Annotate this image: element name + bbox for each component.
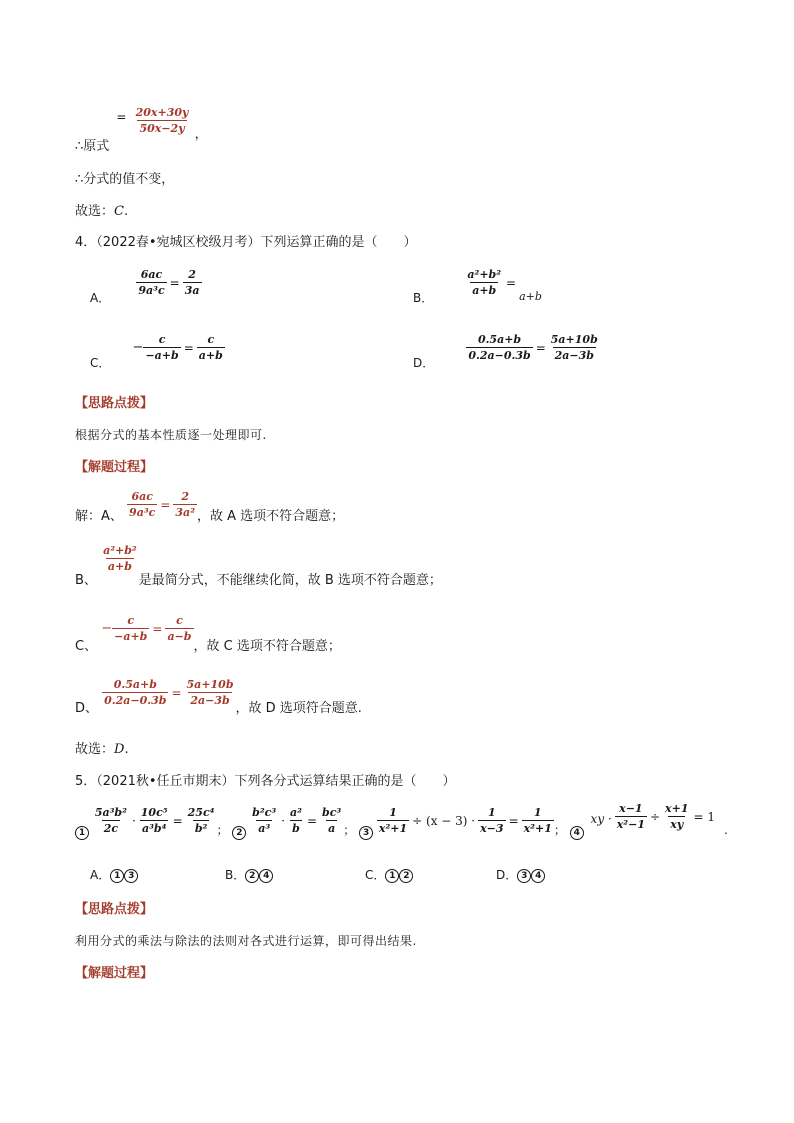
q5-e2-rn: bc³ bbox=[322, 806, 342, 819]
q4-sol-d-rhs bbox=[185, 678, 236, 707]
q4-c-lhs-num: c bbox=[158, 333, 166, 346]
q4-opt-c-label: C． bbox=[90, 356, 111, 370]
q4-sol-d-eq: = bbox=[171, 685, 182, 700]
q5-e3-rn: 1 bbox=[533, 806, 542, 819]
q4-c-rhs-den: a+b bbox=[198, 349, 223, 362]
q5-opt-a-c3: 3 bbox=[124, 869, 138, 883]
q5-e4-div: ÷ bbox=[649, 809, 661, 824]
q4-a-lhs bbox=[136, 268, 166, 297]
q4-option-a bbox=[90, 268, 202, 305]
q4-option-c bbox=[90, 333, 225, 370]
q4-sol-c-text: ，故 C 选项不符合题意； bbox=[193, 639, 341, 654]
q4-sol-d bbox=[75, 678, 362, 716]
q4-sol-b bbox=[75, 544, 442, 588]
q4-sol-c-lhs bbox=[112, 614, 149, 643]
q5-e4-f2n: x+1 bbox=[665, 802, 689, 815]
q5-opt-c-c2: 2 bbox=[399, 869, 413, 883]
q4-sol-c-prefix: C、 bbox=[75, 639, 98, 654]
q5-e3-f1n: 1 bbox=[389, 806, 397, 819]
q5-e3-f1 bbox=[377, 806, 409, 835]
q5-opt-d-c4: 4 bbox=[531, 869, 545, 883]
q4-hint-text: 根据分式的基本性质逐一处理即可. bbox=[75, 428, 267, 442]
q4-sol-d-rnum: 5a+10b bbox=[186, 678, 234, 691]
prev-fraction bbox=[134, 106, 191, 135]
q4-b-eq: = bbox=[506, 275, 517, 290]
q4-sol-d-text: ，故 D 选项符合题意. bbox=[235, 701, 362, 716]
q4-opt-a-label: A． bbox=[90, 291, 111, 305]
q5-e1-eq: = bbox=[172, 813, 183, 828]
q4-sol-a-den: 9a³c bbox=[129, 506, 156, 519]
q4-d-rhs bbox=[549, 333, 600, 362]
q5-circle-4: 4 bbox=[570, 826, 584, 840]
q5-e2-rd: a bbox=[328, 822, 336, 835]
q5-e4-f1 bbox=[615, 802, 647, 831]
q5-e4-xy: xy · bbox=[590, 811, 612, 826]
q5-e2-dot: · bbox=[281, 813, 286, 828]
q4-answer bbox=[75, 738, 129, 757]
q5-circle-3: 3 bbox=[359, 826, 373, 840]
q5-e3-eq: = bbox=[508, 813, 519, 828]
q5-e3-f2d: x−3 bbox=[480, 822, 504, 835]
q5-e1-f2 bbox=[139, 806, 170, 835]
q5-e3-r bbox=[522, 806, 554, 835]
q4-b-rhs: a+b bbox=[519, 290, 542, 303]
q5-circle-2: 2 bbox=[232, 826, 246, 840]
q5-semi-1: ； bbox=[216, 823, 229, 837]
q4-option-b bbox=[413, 268, 542, 305]
prev-frac-den: 50x−2y bbox=[139, 122, 185, 135]
prev-eq: = bbox=[116, 109, 127, 124]
q5-e1-f1d: 2c bbox=[103, 822, 119, 835]
q4-hint-header: 【思路点拨】 bbox=[75, 396, 154, 411]
q4-sol-a-rhs bbox=[173, 490, 197, 519]
q4-d-rhs-num: 5a+10b bbox=[550, 333, 598, 346]
q4-title: 4．（2022春•宛城区校级月考）下列运算正确的是（ ） bbox=[75, 235, 417, 250]
q5-circle-1: 1 bbox=[75, 826, 89, 840]
q5-e2-f1n: b²c³ bbox=[252, 806, 277, 819]
q5-expressions bbox=[75, 802, 728, 838]
q5-e2-f2 bbox=[288, 806, 304, 835]
q5-option-b bbox=[225, 866, 273, 883]
q4-sol-d-rden: 2a−3b bbox=[190, 694, 230, 707]
q5-e3-rd: x²+1 bbox=[523, 822, 552, 835]
q5-e1-f1n: 5a³b² bbox=[94, 806, 127, 819]
q4-sol-a-rnum: 2 bbox=[181, 490, 190, 503]
q4-sol-c bbox=[75, 614, 341, 654]
q5-opt-b-label: B． bbox=[225, 868, 246, 882]
q4-sol-c-rhs bbox=[165, 614, 193, 643]
prev-answer-prefix: 故选： bbox=[75, 204, 115, 219]
q5-e3-f2n: 1 bbox=[488, 806, 496, 819]
q4-option-d bbox=[413, 333, 600, 370]
q5-e1-rn: 25c⁴ bbox=[187, 806, 215, 819]
q5-opt-c-label: C． bbox=[365, 868, 386, 882]
q4-c-minus: − bbox=[132, 340, 144, 355]
q5-e3-f2 bbox=[478, 806, 505, 835]
q5-e3-mid: ÷ (x − 3) · bbox=[412, 813, 476, 828]
q4-answer-letter: D bbox=[114, 742, 125, 757]
q5-e1-f1 bbox=[93, 806, 129, 835]
q4-opt-b-label: B． bbox=[413, 291, 434, 305]
q5-opt-c-c1: 1 bbox=[385, 869, 399, 883]
q5-option-a bbox=[90, 866, 138, 883]
q4-sol-d-num: 0.5a+b bbox=[113, 678, 157, 691]
q5-solution-header: 【解题过程】 bbox=[75, 966, 154, 981]
q4-b-lhs-den: a+b bbox=[472, 284, 497, 297]
q4-b-lhs-num: a²+b² bbox=[467, 268, 502, 281]
q5-title: 5．（2021秋•任丘市期末）下列各分式运算结果正确的是（ ） bbox=[75, 774, 456, 789]
q4-c-lhs bbox=[143, 333, 180, 362]
q5-period: . bbox=[724, 823, 728, 837]
q4-c-rhs-num: c bbox=[207, 333, 215, 346]
q5-e4-f1d: x²−1 bbox=[616, 818, 645, 831]
q4-sol-b-text: 是最简分式，不能继续化简，故 B 选项不符合题意； bbox=[138, 573, 442, 588]
q4-c-rhs bbox=[197, 333, 225, 362]
q4-sol-a-eq: = bbox=[160, 497, 171, 512]
q4-sol-d-lhs bbox=[102, 678, 168, 707]
q4-sol-c-num: c bbox=[127, 614, 135, 627]
q4-a-rhs-num: 2 bbox=[188, 268, 196, 281]
q5-option-d bbox=[496, 866, 545, 883]
q5-opt-b-c4: 4 bbox=[259, 869, 273, 883]
q5-opt-a-c1: 1 bbox=[110, 869, 124, 883]
q5-e2-eq: = bbox=[306, 813, 318, 828]
q5-e4-f2 bbox=[663, 802, 690, 831]
q4-answer-suffix: . bbox=[124, 742, 129, 757]
q4-sol-a-rden: 3a² bbox=[175, 506, 196, 519]
q4-sol-a-num: 6ac bbox=[131, 490, 153, 503]
q5-opt-b-c2: 2 bbox=[245, 869, 259, 883]
q5-e2-r bbox=[320, 806, 343, 835]
q5-semi-2: ； bbox=[343, 823, 356, 837]
q4-sol-c-rden: a−b bbox=[167, 630, 192, 643]
q4-sol-b-den: a+b bbox=[107, 560, 132, 573]
q4-sol-c-eq: = bbox=[152, 621, 163, 636]
prev-result-line bbox=[75, 106, 208, 154]
q5-e2-f2n: a² bbox=[290, 806, 302, 819]
q5-e2-f1d: a³ bbox=[258, 822, 271, 835]
q4-sol-d-prefix: D、 bbox=[75, 701, 99, 716]
prev-answer-letter: C bbox=[114, 204, 124, 219]
q4-sol-a bbox=[75, 490, 345, 524]
q4-d-lhs-num: 0.5a+b bbox=[477, 333, 522, 346]
q5-option-c bbox=[365, 866, 413, 883]
q5-e2-f2d: b bbox=[292, 822, 300, 835]
prev-frac-num: 20x+30y bbox=[135, 106, 189, 119]
q5-e3-f1d: x²+1 bbox=[378, 822, 408, 835]
q4-sol-c-minus: − bbox=[101, 621, 113, 636]
q5-e4-result: = 1 bbox=[693, 809, 715, 824]
q4-d-lhs bbox=[466, 333, 532, 362]
q4-sol-b-prefix: B、 bbox=[75, 573, 97, 588]
q4-answer-prefix: 故选： bbox=[75, 742, 115, 757]
q4-a-lhs-den: 9a³c bbox=[138, 284, 165, 297]
q5-opt-d-c3: 3 bbox=[517, 869, 531, 883]
q5-e1-rd: b² bbox=[194, 822, 208, 835]
q4-c-lhs-den: −a+b bbox=[145, 349, 179, 362]
q4-d-rhs-den: 2a−3b bbox=[554, 349, 594, 362]
q4-c-eq: = bbox=[183, 340, 194, 355]
q5-e1-f2d: a³b⁴ bbox=[141, 822, 167, 835]
q5-e1-r bbox=[186, 806, 217, 835]
q4-a-rhs-den: 3a bbox=[184, 284, 200, 297]
q4-b-lhs bbox=[465, 268, 503, 297]
q4-d-eq: = bbox=[535, 340, 546, 355]
q4-sol-a-prefix: 解：A、 bbox=[75, 509, 123, 524]
q4-a-rhs bbox=[183, 268, 202, 297]
q4-opt-d-label: D． bbox=[413, 356, 435, 370]
q5-hint-text: 利用分式的乘法与除法的法则对各式进行运算，即可得出结果. bbox=[75, 934, 417, 948]
q5-semi-3: ； bbox=[553, 823, 566, 837]
prev-therefore: ∴原式 bbox=[75, 139, 110, 154]
q5-opt-d-label: D． bbox=[496, 868, 518, 882]
q4-solution-header: 【解题过程】 bbox=[75, 460, 154, 475]
q5-e4-f2d: xy bbox=[670, 818, 684, 831]
prev-value-unchanged: ∴分式的值不变， bbox=[75, 172, 175, 187]
prev-answer-suffix: . bbox=[123, 204, 129, 219]
q4-sol-a-text: ，故 A 选项不符合题意； bbox=[197, 509, 345, 524]
q5-e1-dot: · bbox=[131, 813, 136, 828]
q5-e4-f1n: x−1 bbox=[619, 802, 643, 815]
q5-e1-f2n: 10c⁵ bbox=[140, 806, 168, 819]
q4-a-eq: = bbox=[169, 275, 180, 290]
q5-e2-f1 bbox=[250, 806, 278, 835]
prev-comma: ， bbox=[194, 127, 208, 142]
prev-answer bbox=[75, 200, 128, 219]
q4-sol-a-lhs bbox=[127, 490, 157, 519]
q4-sol-c-rnum: c bbox=[176, 614, 183, 627]
q5-opt-a-label: A． bbox=[90, 868, 111, 882]
q4-sol-b-num: a²+b² bbox=[103, 544, 137, 557]
q4-sol-d-den: 0.2a−0.3b bbox=[104, 694, 167, 707]
q4-a-lhs-num: 6ac bbox=[140, 268, 163, 281]
q5-hint-header: 【思路点拨】 bbox=[75, 902, 154, 917]
q4-sol-b-frac bbox=[101, 544, 139, 573]
q4-sol-c-den: −a+b bbox=[114, 630, 148, 643]
q4-d-lhs-den: 0.2a−0.3b bbox=[468, 349, 531, 362]
